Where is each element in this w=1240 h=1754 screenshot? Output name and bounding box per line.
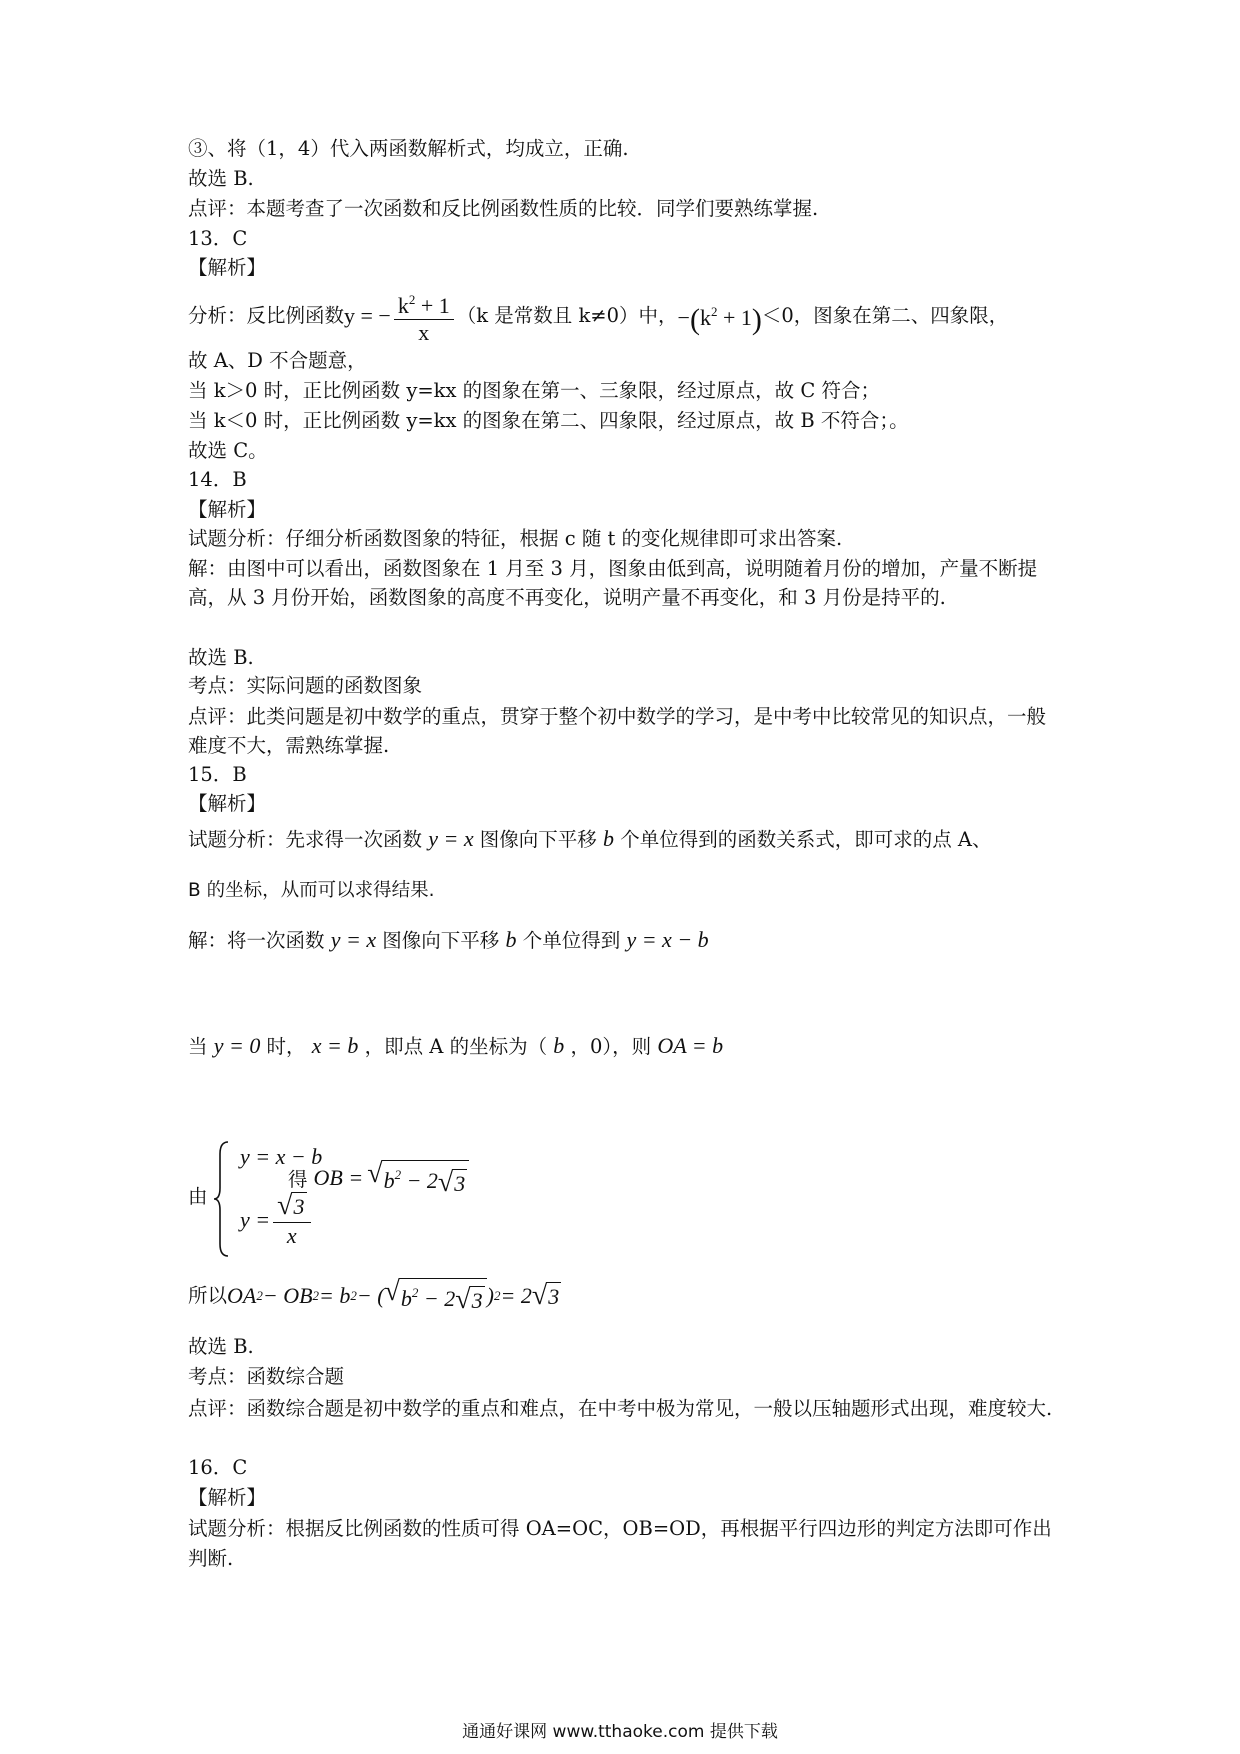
question-number: 14．B <box>188 468 247 491</box>
square-root <box>437 1166 467 1198</box>
math-text: y = <box>240 1206 271 1232</box>
square-root <box>384 1275 487 1316</box>
superscript: 2 <box>256 1288 263 1303</box>
square-root <box>532 1282 561 1310</box>
text-line: 故选 B. <box>188 646 254 669</box>
superscript: 2 <box>493 1288 501 1303</box>
superscript: 2 <box>312 1288 320 1303</box>
text-segment: 个单位得到的函数关系式，即可求的点 A、 <box>620 828 992 851</box>
math-text: − 2 <box>418 1285 456 1311</box>
radicand: 3 <box>454 1170 466 1196</box>
question-number: 16．C <box>188 1456 248 1479</box>
paren-close: ) <box>751 303 762 336</box>
math-text: − <box>677 305 690 330</box>
fraction-numerator <box>394 289 454 320</box>
text-segment: 得 <box>288 1168 308 1192</box>
fraction-denominator: x <box>286 1223 297 1248</box>
section-heading: 【解析】 <box>188 256 267 279</box>
superscript: 2 <box>350 1288 357 1303</box>
square-root <box>455 1286 484 1314</box>
text-segment: 图像向下平移 <box>479 828 597 851</box>
math-text: + 1 <box>717 305 752 330</box>
superscript: 2 <box>710 304 718 319</box>
math-text: OB = <box>313 1165 364 1191</box>
radicand: 3 <box>293 1194 305 1219</box>
text-line: 试题分析：仔细分析函数图象的特征，根据 c 随 t 的变化规律即可求出答案. <box>188 527 843 550</box>
math-variable: b <box>505 927 517 952</box>
equation-system <box>188 1140 688 1258</box>
paren-open: ( <box>689 303 700 336</box>
math-expression: OA = b <box>657 1033 724 1058</box>
superscript: 2 <box>411 1284 419 1300</box>
text-line: 故选 B. <box>188 1335 254 1358</box>
text-line: 考点：函数综合题 <box>188 1365 345 1388</box>
math-text: k <box>699 305 711 330</box>
math-text: + 1 <box>415 292 450 318</box>
fraction <box>394 289 454 344</box>
radicand: 3 <box>471 1288 483 1314</box>
text-paragraph: 解：由图中可以看出，函数图象在 1 月至 3 月，图象由低到高，说明随着月份的增加，产量不断提高，从 3 月份开始，函数图象的高度不再变化，说明产量不再变化，和 3 月份是持平的. <box>188 557 1038 609</box>
math-variable: b <box>603 826 615 851</box>
math-expression <box>344 289 457 344</box>
superscript: 2 <box>408 291 416 307</box>
text-segment: 图像向下平移 <box>382 929 500 952</box>
text-line: 当 k＞0 时，正比例函数 y=kx 的图象在第一、三象限，经过原点，故 C 符合； <box>188 379 881 402</box>
text-line: 点评：本题考查了一次函数和反比例函数性质的比较．同学们要熟练掌握. <box>188 197 819 220</box>
curly-brace-icon <box>212 1140 232 1258</box>
radical-sign-icon: √ <box>367 1158 383 1189</box>
text-segment: ＜0，图象在第二、四象限， <box>761 304 1009 327</box>
superscript: 2 <box>394 1167 402 1182</box>
math-text: − ( <box>356 1283 385 1308</box>
radicand: 3 <box>548 1284 560 1309</box>
text-segment: ，即点 A 的坐标为（ <box>364 1035 548 1058</box>
text-segment: ，0），则 <box>570 1035 652 1058</box>
section-heading: 【解析】 <box>188 498 267 521</box>
math-text: − OB <box>262 1283 313 1308</box>
math-variable: b <box>383 1168 395 1193</box>
math-text: k <box>397 292 409 318</box>
math-variable: b <box>553 1033 565 1058</box>
square-root <box>367 1160 469 1197</box>
math-text: ) <box>486 1283 494 1308</box>
radical-sign-icon: √ <box>277 1190 293 1221</box>
radicand <box>382 1160 470 1197</box>
math-expression: x = b <box>311 1033 359 1058</box>
math-text: − 2 <box>401 1168 438 1193</box>
formula-line <box>188 1033 723 1060</box>
text-line: B 的坐标，从而可以求得结果. <box>188 880 435 901</box>
text-line: ③、将（1，4）代入两函数解析式，均成立，正确. <box>188 137 629 160</box>
fraction-denominator: x <box>418 319 430 345</box>
text-line: 故选 C。 <box>188 439 268 462</box>
math-expression <box>677 299 762 336</box>
radical-sign-icon: √ <box>437 1166 454 1198</box>
text-paragraph: 试题分析：根据反比例函数的性质可得 OA=OC，OB=OD，再根据平行四边形的判定方法即可作出判断. <box>188 1517 1052 1570</box>
math-text: OA <box>227 1283 257 1308</box>
text-paragraph: 点评：函数综合题是初中数学的重点和难点，在中考中极为常见，一般以压轴题形式出现，难度较大. <box>188 1397 1053 1420</box>
math-expression <box>227 1275 561 1316</box>
math-expression: y = 0 <box>213 1033 261 1058</box>
text-segment: 个单位得到 <box>522 929 621 952</box>
text-segment: 由 <box>188 1185 208 1208</box>
section-heading: 【解析】 <box>188 1486 267 1509</box>
question-number: 15．B <box>188 763 247 786</box>
math-expression: y = x − b <box>626 927 709 952</box>
text-segment: 当 <box>188 1035 208 1058</box>
formula-result <box>288 1160 469 1197</box>
equation-line: y = x − b <box>240 1144 323 1169</box>
formula-line <box>188 286 1008 346</box>
section-heading: 【解析】 <box>188 792 267 815</box>
radicand <box>399 1278 487 1315</box>
formula-line <box>188 1275 561 1316</box>
page-footer: 通通好课网 www.tthaoke.com 提供下载 <box>462 1722 778 1742</box>
radical-sign-icon: √ <box>455 1284 471 1316</box>
text-paragraph: 点评：此类问题是初中数学的重点，贯穿于整个初中数学的学习，是中考中比较常见的知识点，一般难度不大，需熟练掌握. <box>188 705 1047 757</box>
math-expression: y = x <box>428 826 474 851</box>
text-line: 故 A、D 不合题意， <box>188 349 367 372</box>
text-line: 故选 B. <box>188 167 254 190</box>
math-expression: y = x <box>330 927 377 952</box>
math-variable: b <box>400 1285 412 1311</box>
math-text: = 2 <box>500 1283 532 1308</box>
formula-line <box>188 927 709 954</box>
math-text: = b <box>319 1283 351 1308</box>
question-number: 13．C <box>188 227 248 250</box>
text-segment: 解：将一次函数 <box>188 929 325 952</box>
radical-sign-icon: √ <box>384 1275 400 1307</box>
fraction <box>273 1192 310 1247</box>
formula-line <box>188 826 992 853</box>
radical-sign-icon: √ <box>531 1280 548 1311</box>
math-text: y = − <box>344 303 391 328</box>
text-segment: 分析：反比例函数 <box>188 304 345 327</box>
text-line: 考点：实际问题的函数图象 <box>188 674 423 697</box>
text-segment: 所以 <box>188 1284 228 1307</box>
equation-line <box>240 1192 314 1247</box>
text-segment: 试题分析：先求得一次函数 <box>188 828 423 851</box>
text-segment: 时， <box>266 1035 306 1058</box>
text-segment: （k 是常数且 k≠0）中， <box>456 304 678 327</box>
text-line: 当 k＜0 时，正比例函数 y=kx 的图象在第二、四象限，经过原点，故 B 不符合；。 <box>188 409 909 432</box>
